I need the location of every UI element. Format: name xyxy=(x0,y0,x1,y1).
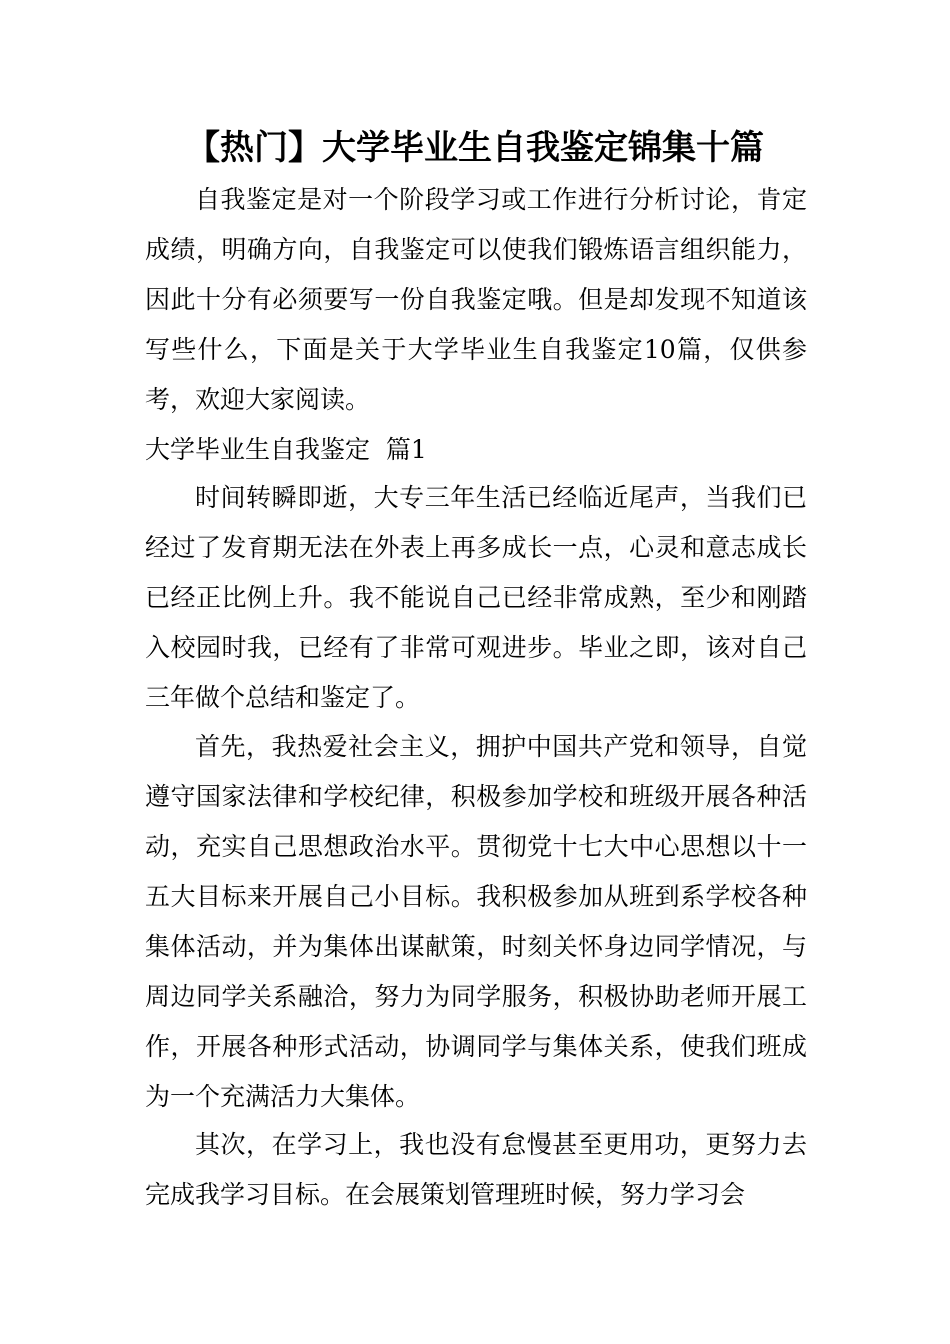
section-heading: 大学毕业生自我鉴定 篇1 xyxy=(145,435,427,464)
paragraph-block-3 xyxy=(145,1120,807,1220)
section-heading-block xyxy=(145,425,807,475)
body-paragraph: 时间转瞬即逝，大专三年生活已经临近尾声，当我们已经过了发育期无法在外表上再多成长一点，心灵和意志成长已经正比例上升。我不能说自己已经非常成熟，至少和刚踏入校园时我，已经有了非常可观进步。毕业之即，该对自己三年做个总结和鉴定了。 xyxy=(145,483,807,712)
body-paragraph: 首先，我热爱社会主义，拥护中国共产党和领导，自觉遵守国家法律和学校纪律，积极参加学校和班级开展各种活动，充实自己思想政治水平。贯彻党十七大中心思想以十一五大目标来开展自己小目标。我积极参加从班到系学校各种集体活动，并为集体出谋献策，时刻关怀身边同学情况，与周边同学关系融洽，努力为同学服务，积极协助老师开展工作，开展各种形式活动，协调同学与集体关系，使我们班成为一个充满活力大集体。 xyxy=(145,732,807,1111)
body-paragraph: 其次，在学习上，我也没有怠慢甚至更用功，更努力去完成我学习目标。在会展策划管理班时候，努力学习会 xyxy=(145,1130,807,1209)
document-title: 【热门】大学毕业生自我鉴定锦集十篇 xyxy=(186,128,764,168)
paragraph-block-1 xyxy=(145,473,807,723)
intro-paragraph: 自我鉴定是对一个阶段学习或工作进行分析讨论，肯定成绩，明确方向，自我鉴定可以使我们锻炼语言组织能力，因此十分有必须要写一份自我鉴定哦。但是却发现不知道该写些什么，下面是关于大学毕业生自我鉴定10篇，仅供参考，欢迎大家阅读。 xyxy=(145,185,807,414)
intro-block xyxy=(145,175,807,425)
paragraph-block-2 xyxy=(145,722,807,1122)
